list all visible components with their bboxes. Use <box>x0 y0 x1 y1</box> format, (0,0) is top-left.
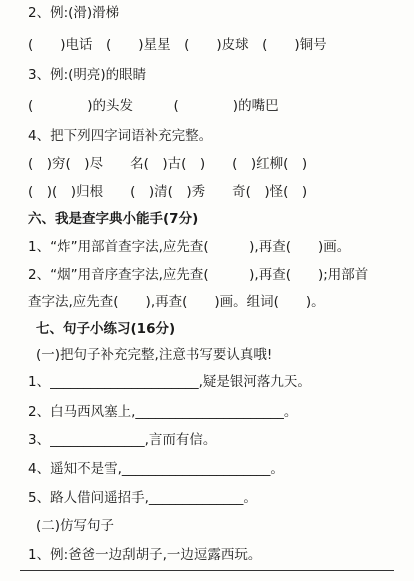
subsection-1: (一)把句子补充完整,注意书写要认真哦! <box>36 347 273 363</box>
sentence-2: 2、白马西风塞上,______________________。 <box>28 404 298 420</box>
sentence-1: 1、______________________,疑是银河落九天。 <box>28 374 311 390</box>
sentence-5: 5、路人借问遥招手,______________。 <box>28 490 257 506</box>
example-3: 3、例:(明亮)的眼睛 <box>28 67 147 83</box>
fill-row-phone: ( )电话 ( )星星 ( )皮球 ( )铜号 <box>28 37 327 53</box>
sentence-3: 3、______________,言而有信。 <box>28 432 217 448</box>
dict-q2-cont: 查字法,应先查( ),再查( )画。组词( )。 <box>28 294 325 310</box>
dict-q1: 1、“炸”用部首查字法,应先查( ),再查( )画。 <box>28 239 351 255</box>
fill-row-hair: ( )的头发 ( )的嘴巴 <box>28 98 279 114</box>
question-4: 4、把下列四字词语补充完整。 <box>28 128 213 144</box>
sentence-4: 4、遥知不是雪,______________________。 <box>28 461 284 477</box>
section-6-title: 六、我是查字典小能手(7分) <box>28 211 199 227</box>
section-7-title: 七、句子小练习(16分) <box>36 321 176 337</box>
answer-line <box>20 570 394 571</box>
idiom-row-2: ( )( )归根 ( )清( )秀 奇( )怪( ) <box>28 184 308 200</box>
imitate-example: 1、例:爸爸一边刮胡子,一边逗露西玩。 <box>28 547 262 563</box>
dict-q2: 2、“烟”用音序查字法,应先查( ),再查( );用部首 <box>28 267 369 283</box>
example-2: 2、例:(滑)滑梯 <box>28 5 120 21</box>
subsection-2: (二)仿写句子 <box>36 518 115 534</box>
idiom-row-1: ( )穷( )尽 名( )古( ) ( )红柳( ) <box>28 156 308 172</box>
